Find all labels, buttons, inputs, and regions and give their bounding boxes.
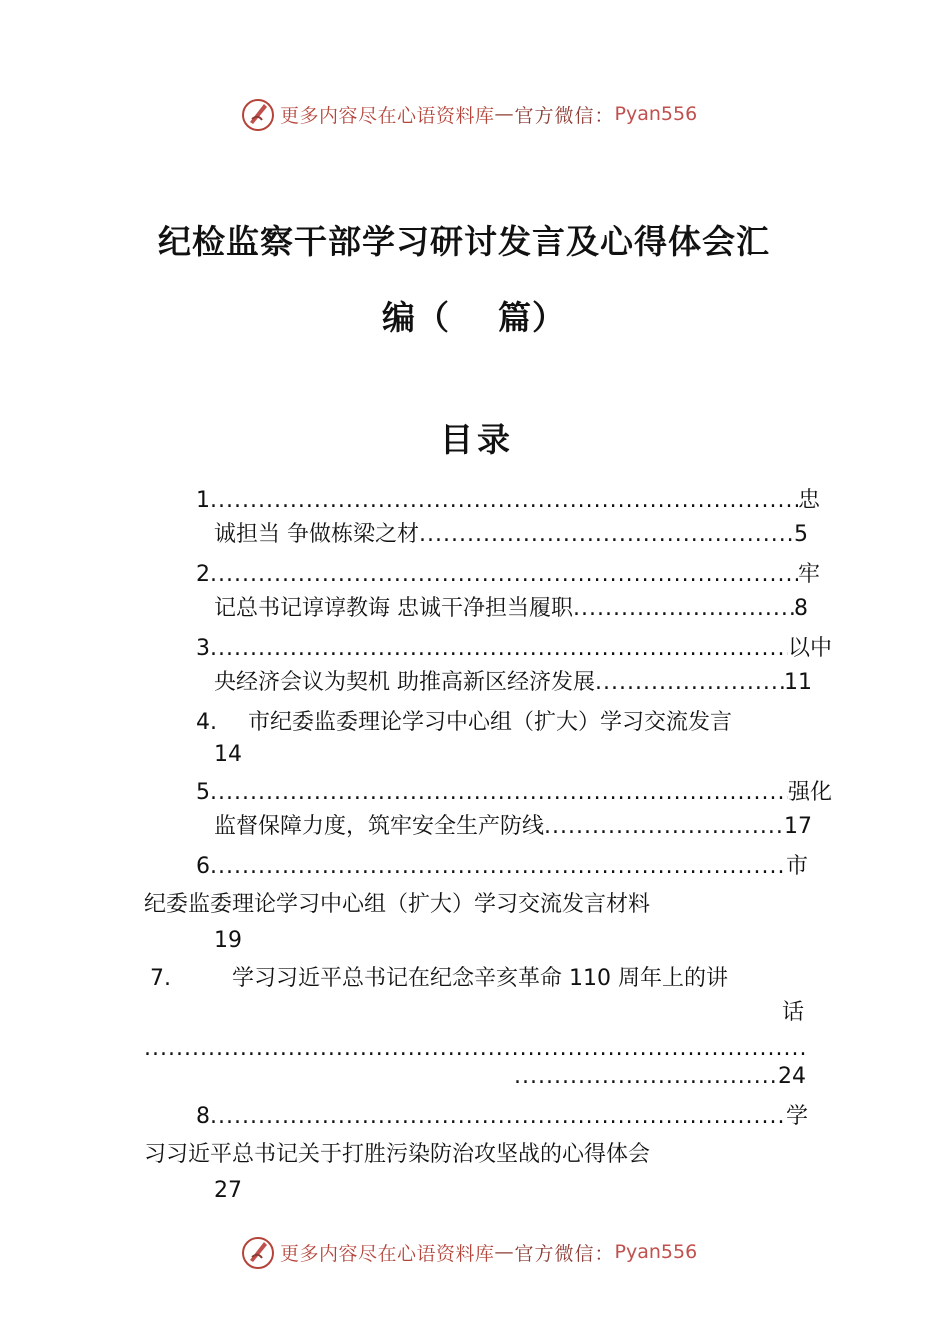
toc-text-end: 忠 <box>797 488 820 513</box>
toc-item-3-line2[interactable] <box>214 668 812 698</box>
toc-text-end: 强化 <box>787 780 832 805</box>
watermark-dash: — <box>494 1241 515 1263</box>
document-title-line2-a: 编（ <box>382 298 450 337</box>
toc-leader <box>210 560 798 590</box>
toc-title: 监督保障力度，筑牢安全生产防线 <box>214 814 545 839</box>
toc-item-5-line1[interactable] <box>196 778 832 808</box>
toc-item-6-title[interactable]: 纪委监委理论学习中心组（扩大）学习交流发言材料 <box>144 892 651 917</box>
watermark-dash: — <box>494 103 515 125</box>
toc-leader <box>144 1034 806 1064</box>
toc-leader <box>595 668 784 698</box>
toc-item-2-line2[interactable] <box>214 594 808 624</box>
toc-page: 5 <box>794 522 808 547</box>
toc-item-7-title-end[interactable]: 话 <box>782 1000 805 1025</box>
toc-number: 8 <box>196 1104 210 1129</box>
toc-number: 2 <box>196 562 210 587</box>
toc-number: 3 <box>196 636 210 661</box>
toc-page: 17 <box>784 814 812 839</box>
toc-page: 11 <box>784 670 812 695</box>
toc-number: 5 <box>196 780 210 805</box>
toc-item-1-line2[interactable] <box>214 520 808 550</box>
document-title-line1: 纪检监察干部学习研讨发言及心得体会汇 <box>158 222 770 261</box>
toc-page: 24 <box>778 1064 806 1089</box>
toc-leader <box>514 1062 778 1092</box>
toc-leader <box>210 634 788 664</box>
toc-page: 8 <box>794 596 808 621</box>
watermark-text: 更多内容尽在心语资料库 <box>280 1242 495 1265</box>
quill-logo-icon <box>240 96 276 132</box>
toc-item-3-line1[interactable] <box>196 634 832 664</box>
toc-item-8-line1[interactable] <box>196 1102 808 1132</box>
toc-item-6-page[interactable]: 19 <box>214 928 242 953</box>
toc-text-end: 学 <box>785 1104 808 1129</box>
toc-item-4-number[interactable]: 4. <box>196 710 217 735</box>
header-watermark <box>240 94 697 134</box>
toc-leader <box>544 812 784 842</box>
toc-leader <box>573 594 794 624</box>
toc-title: 诚担当 争做栋梁之材 <box>214 522 419 547</box>
toc-heading: 目录 <box>440 420 514 459</box>
toc-leader <box>419 520 794 550</box>
watermark-official: 官方微信： <box>514 104 615 127</box>
toc-item-7-number[interactable]: 7. <box>150 966 171 991</box>
toc-leader <box>210 852 786 882</box>
toc-text-end: 以中 <box>787 636 832 661</box>
watermark-wechat-id: Pyan556 <box>614 103 698 125</box>
toc-item-7-leader <box>144 1034 806 1064</box>
toc-item-1-line1[interactable] <box>196 486 820 516</box>
toc-number: 6 <box>196 854 210 879</box>
toc-item-7-page-line[interactable] <box>514 1062 806 1092</box>
toc-leader <box>210 1102 786 1132</box>
toc-item-8-page[interactable]: 27 <box>214 1178 242 1203</box>
toc-text-end: 牢 <box>797 562 820 587</box>
toc-number: 1 <box>196 488 210 513</box>
toc-title: 央经济会议为契机 助推高新区经济发展 <box>214 670 595 695</box>
toc-title: 记总书记谆谆教诲 忠诚干净担当履职 <box>214 596 573 621</box>
toc-item-8-title[interactable]: 习习近平总书记关于打胜污染防治攻坚战的心得体会 <box>144 1142 651 1167</box>
toc-item-2-line1[interactable] <box>196 560 820 590</box>
toc-item-4-page[interactable]: 14 <box>214 742 242 767</box>
watermark-text: 更多内容尽在心语资料库 <box>280 104 495 127</box>
footer-watermark <box>240 1232 697 1272</box>
watermark-official: 官方微信： <box>514 1242 615 1265</box>
watermark-wechat-id: Pyan556 <box>614 1241 698 1263</box>
document-title-line2-b: 篇） <box>498 298 566 337</box>
toc-leader <box>210 778 788 808</box>
toc-item-4-title[interactable]: 市纪委监委理论学习中心组（扩大）学习交流发言 <box>248 710 733 735</box>
quill-logo-icon <box>240 1234 276 1270</box>
toc-leader <box>210 486 798 516</box>
toc-item-7-title[interactable]: 学习习近平总书记在纪念辛亥革命 110 周年上的讲 <box>232 966 728 991</box>
toc-item-5-line2[interactable] <box>214 812 812 842</box>
toc-item-6-line1[interactable] <box>196 852 808 882</box>
toc-text-end: 市 <box>785 854 808 879</box>
